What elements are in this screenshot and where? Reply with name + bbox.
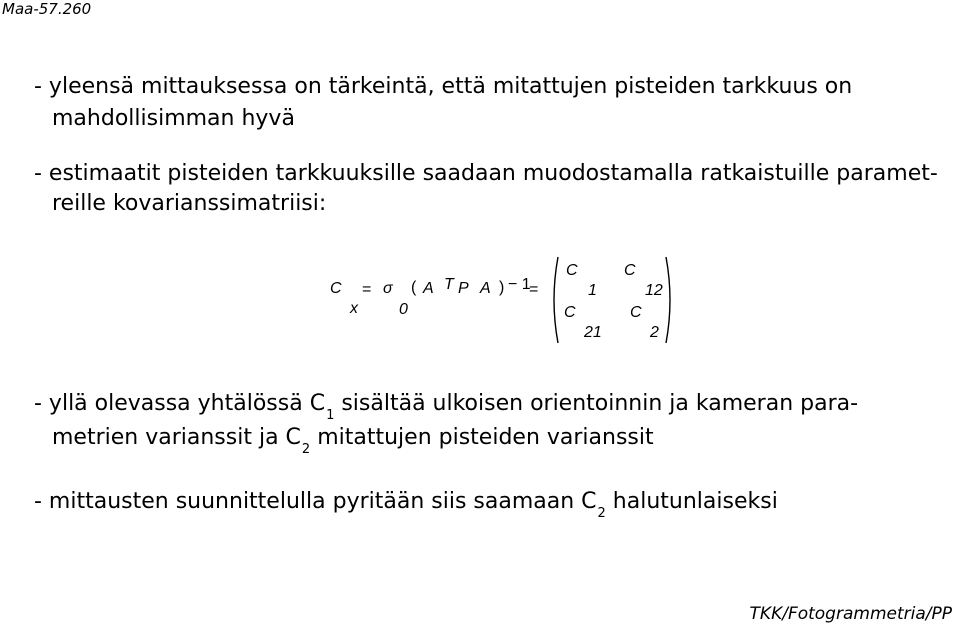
formula-equals-2: = [529, 281, 539, 298]
paragraph-4-subscript: 2 [597, 506, 606, 521]
formula-a-2: A [480, 280, 491, 297]
formula-sigma: σ [383, 280, 393, 297]
footer-department: TKK/Fotogrammetria/PP [749, 604, 952, 624]
paragraph-3-line-2-subscript: 2 [301, 442, 311, 457]
matrix-c-12: C [624, 262, 636, 279]
paragraph-2-line-1: - estimaatit pisteiden tarkkuuksille saadaan muodostamalla ratkaistuille paramet- [34, 161, 938, 186]
paragraph-4-text-a: - mittausten suunnittelulla pyritään siis saamaan C [34, 489, 597, 514]
paragraph-4 [34, 488, 778, 519]
header-course-code: Maa-57.260 [2, 0, 92, 18]
paragraph-3-line-1-text-a: - yllä olevassa yhtälössä C [34, 391, 326, 416]
paragraph-3-line-1-text-b: sisältää ulkoisen orientoinnin ja kameran para- [334, 391, 859, 416]
paragraph-3-line-2-text-b: mitattujen pisteiden varianssit [310, 425, 654, 450]
formula-right-paren: ) [499, 279, 505, 296]
formula-exponent: − 1 [508, 276, 531, 293]
paragraph-4-text-b: halutunlaiseksi [605, 489, 778, 514]
matrix-c-21-subscript: 21 [584, 324, 602, 341]
formula-equals-1: = [362, 281, 372, 298]
paragraph-3-line-1-subscript: 1 [326, 408, 335, 423]
formula-a-1: A [423, 280, 434, 297]
matrix-c-1-subscript: 1 [588, 282, 597, 299]
paragraph-3-line-1 [34, 390, 858, 421]
formula-c: C [330, 280, 342, 297]
formula-superscript-t: T [444, 276, 454, 293]
formula-subscript-x: x [350, 300, 358, 317]
paragraph-1-line-1: - yleensä mittauksessa on tärkeintä, että mitattujen pisteiden tarkkuus on [34, 74, 853, 99]
formula-p: P [458, 280, 469, 297]
matrix-c-2: C [630, 304, 642, 321]
formula-left-paren: ( [411, 279, 417, 296]
paragraph-2-line-2: reille kovarianssimatriisi: [52, 191, 327, 216]
formula-subscript-zero: 0 [399, 301, 408, 318]
matrix-c-2-subscript: 2 [650, 324, 659, 341]
matrix-c-1: C [566, 262, 578, 279]
paragraph-1-line-2: mahdollisimman hyvä [52, 106, 295, 131]
matrix-c-21: C [564, 304, 576, 321]
paragraph-3-line-2 [52, 424, 654, 455]
paragraph-3-line-2-text-a: metrien varianssit ja C [52, 425, 301, 450]
matrix-c-12-subscript: 12 [645, 282, 663, 299]
